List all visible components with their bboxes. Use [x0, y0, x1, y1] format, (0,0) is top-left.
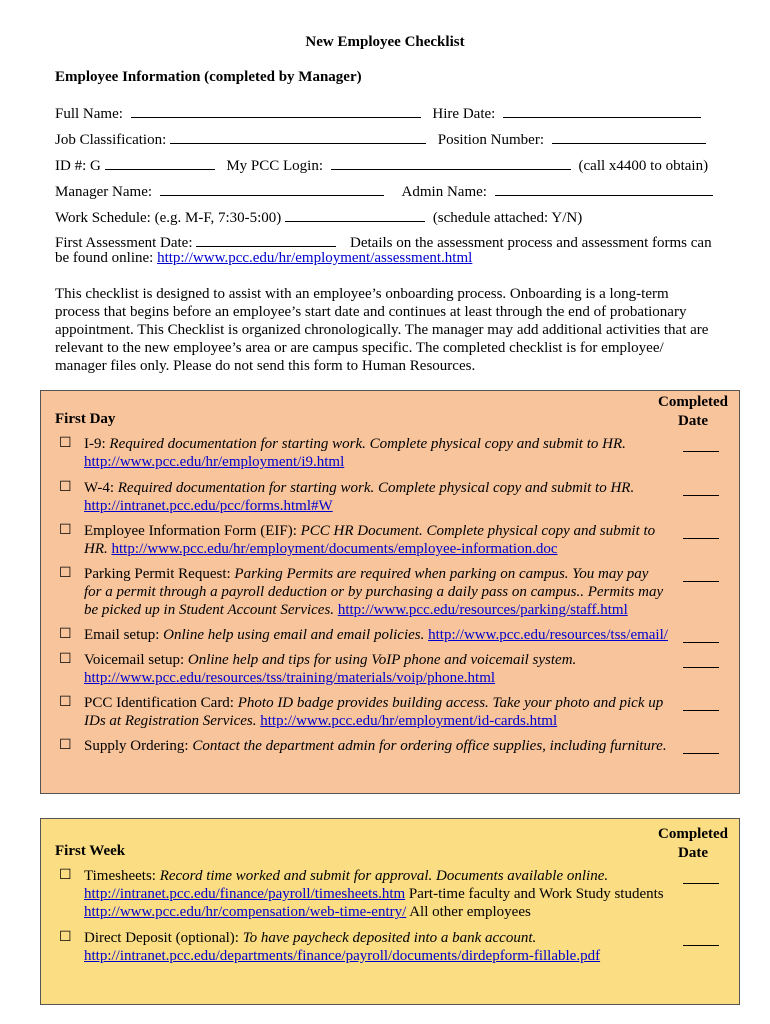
position-number-field[interactable] — [552, 129, 706, 144]
item-link[interactable]: http://intranet.pcc.edu/finance/payroll/timesheets.htm — [84, 886, 406, 902]
admin-name-field[interactable] — [495, 181, 713, 196]
first-week-completed-header — [653, 825, 733, 863]
list-item — [59, 651, 669, 687]
item-label: Parking Permit Request: — [84, 566, 235, 582]
item-link[interactable]: http://www.pcc.edu/resources/tss/training/materials/voip/phone.html — [84, 670, 496, 686]
item-label: W-4: — [84, 480, 118, 496]
assessment-link[interactable]: http://www.pcc.edu/hr/employment/assessment.html — [157, 250, 473, 266]
item-link[interactable]: http://www.pcc.edu/hr/employment/documents/employee-information.doc — [111, 541, 558, 557]
date-label: Date — [678, 845, 708, 861]
list-item — [59, 867, 699, 921]
pcc-login-label: My PCC Login: — [226, 158, 324, 174]
row-job-class — [55, 129, 706, 149]
list-item — [59, 694, 669, 730]
checkbox-voicemail[interactable]: ☐ — [59, 652, 72, 667]
row-manager — [55, 181, 713, 201]
id-field[interactable] — [105, 155, 215, 170]
first-week-section — [40, 818, 740, 1005]
item-label: Employee Information Form (EIF): — [84, 523, 301, 539]
item-desc: Online help and tips for using VoIP phone and voicemail system. — [187, 652, 577, 668]
first-week-title: First Week — [55, 843, 126, 859]
completed-date-field[interactable] — [683, 655, 719, 668]
completed-label: Completed — [658, 394, 728, 410]
first-day-title: First Day — [55, 411, 116, 427]
row-assessment-link — [55, 250, 472, 267]
full-name-field[interactable] — [131, 103, 421, 118]
job-classification-field[interactable] — [170, 129, 426, 144]
employee-info-heading: Employee Information (completed by Manager) — [55, 69, 362, 85]
item-link[interactable]: http://intranet.pcc.edu/departments/finance/payroll/documents/dirdepform-fillable.pdf — [84, 948, 601, 964]
item-desc: Contact the department admin for ordering office supplies, including furniture. — [192, 738, 667, 754]
row-first-assessment — [55, 232, 712, 252]
item-label: Voicemail setup: — [84, 652, 188, 668]
item-desc: Required documentation for starting work. Complete physical copy and submit to HR. — [117, 480, 635, 496]
checkbox-direct-deposit[interactable]: ☐ — [59, 930, 72, 945]
checkbox-supply[interactable]: ☐ — [59, 738, 72, 753]
completed-date-field[interactable] — [683, 933, 719, 946]
item-link[interactable]: http://www.pcc.edu/resources/tss/email/ — [428, 627, 668, 643]
completed-date-field[interactable] — [683, 569, 719, 582]
checkbox-eif[interactable]: ☐ — [59, 523, 72, 538]
checkbox-w4[interactable]: ☐ — [59, 480, 72, 495]
item-label: Email setup: — [84, 627, 164, 643]
first-assessment-label: First Assessment Date: — [55, 235, 193, 251]
list-item — [59, 626, 689, 644]
list-item — [59, 737, 699, 755]
page-title: New Employee Checklist — [305, 34, 465, 50]
row-id — [55, 155, 708, 175]
assessment-details: Details on the assessment process and assessment forms can — [350, 235, 712, 251]
completed-date-field[interactable] — [683, 483, 719, 496]
id-label: ID #: G — [55, 158, 101, 174]
manager-name-field[interactable] — [160, 181, 384, 196]
intro-paragraph: This checklist is designed to assist with an employee’s onboarding process. Onboarding is a long-term process that begins before an employee’s start date and continues at least through the end of probationary appointment. This Checklist is organized chronologically. The manager may add additional activities that are relevant to the new employee’s area or are campus specific. The completed checklist is for employee/ manager files only. Please do not send this form to Human Resources. — [55, 286, 709, 374]
item-desc: Record time worked and submit for approval. Documents available online. — [159, 868, 609, 884]
completed-date-field[interactable] — [683, 526, 719, 539]
item-link2-note: All other employees — [406, 904, 531, 920]
item-link[interactable]: http://www.pcc.edu/hr/employment/id-cards.html — [260, 713, 558, 729]
item-label: Timesheets: — [84, 868, 160, 884]
item-desc: To have paycheck deposited into a bank account. — [242, 930, 537, 946]
full-name-label: Full Name: — [55, 106, 123, 122]
item-link-note: Part-time faculty and Work Study students — [405, 886, 664, 902]
completed-date-field[interactable] — [683, 630, 719, 643]
item-link-2[interactable]: http://www.pcc.edu/hr/compensation/web-time-entry/ — [84, 904, 407, 920]
first-day-section — [40, 390, 740, 794]
item-link[interactable]: http://www.pcc.edu/resources/parking/staff.html — [337, 602, 628, 618]
pcc-login-note: (call x4400 to obtain) — [578, 158, 709, 174]
row-work-schedule — [55, 207, 582, 227]
item-link[interactable]: http://intranet.pcc.edu/pcc/forms.html#W — [84, 498, 333, 514]
date-label: Date — [678, 413, 708, 429]
schedule-attached-label: (schedule attached: Y/N) — [432, 210, 583, 226]
checkbox-timesheets[interactable]: ☐ — [59, 868, 72, 883]
item-label: PCC Identification Card: — [84, 695, 238, 711]
item-label: Supply Ordering: — [84, 738, 193, 754]
item-desc: Parking Permits are required when parking on campus. You may pay for a permit through a payroll deduction or by purchasing a daily pass on campus.. Permits may be picked up in Student Account Services. — [84, 566, 664, 618]
list-item — [59, 522, 669, 558]
list-item — [59, 929, 669, 965]
item-desc: PCC HR Document. Complete physical copy and submit to HR. — [84, 523, 656, 557]
first-assessment-field[interactable] — [196, 232, 336, 247]
manager-name-label: Manager Name: — [55, 184, 153, 200]
checkbox-email[interactable]: ☐ — [59, 627, 72, 642]
hire-date-field[interactable] — [503, 103, 701, 118]
job-classification-label: Job Classification: — [55, 132, 167, 148]
checkbox-parking[interactable]: ☐ — [59, 566, 72, 581]
item-desc: Photo ID badge provides building access. Take your photo and pick up IDs at Registration Services. — [84, 695, 664, 729]
item-link[interactable]: http://www.pcc.edu/hr/employment/i9.html — [84, 454, 345, 470]
hire-date-label: Hire Date: — [432, 106, 496, 122]
work-schedule-field[interactable] — [285, 207, 425, 222]
checkbox-i9[interactable]: ☐ — [59, 436, 72, 451]
item-label: I-9: — [84, 436, 110, 452]
list-item — [59, 565, 669, 619]
list-item — [59, 435, 669, 471]
item-desc: Online help using email and email policies. — [163, 627, 425, 643]
pcc-login-field[interactable] — [331, 155, 571, 170]
checkbox-id-card[interactable]: ☐ — [59, 695, 72, 710]
completed-date-field[interactable] — [683, 439, 719, 452]
row-full-name — [55, 103, 701, 123]
completed-date-field[interactable] — [683, 871, 719, 884]
completed-label: Completed — [658, 826, 728, 842]
item-desc: Required documentation for starting work. Complete physical copy and submit to HR. — [109, 436, 626, 452]
admin-name-label: Admin Name: — [401, 184, 487, 200]
list-item — [59, 479, 669, 515]
item-label: Direct Deposit (optional): — [84, 930, 243, 946]
assessment-details-2: be found online: — [55, 250, 154, 266]
completed-date-field[interactable] — [683, 698, 719, 711]
position-number-label: Position Number: — [437, 132, 545, 148]
work-schedule-label: Work Schedule: (e.g. M-F, 7:30-5:00) — [55, 210, 282, 226]
first-day-completed-header — [653, 393, 733, 431]
completed-date-field[interactable] — [683, 741, 719, 754]
